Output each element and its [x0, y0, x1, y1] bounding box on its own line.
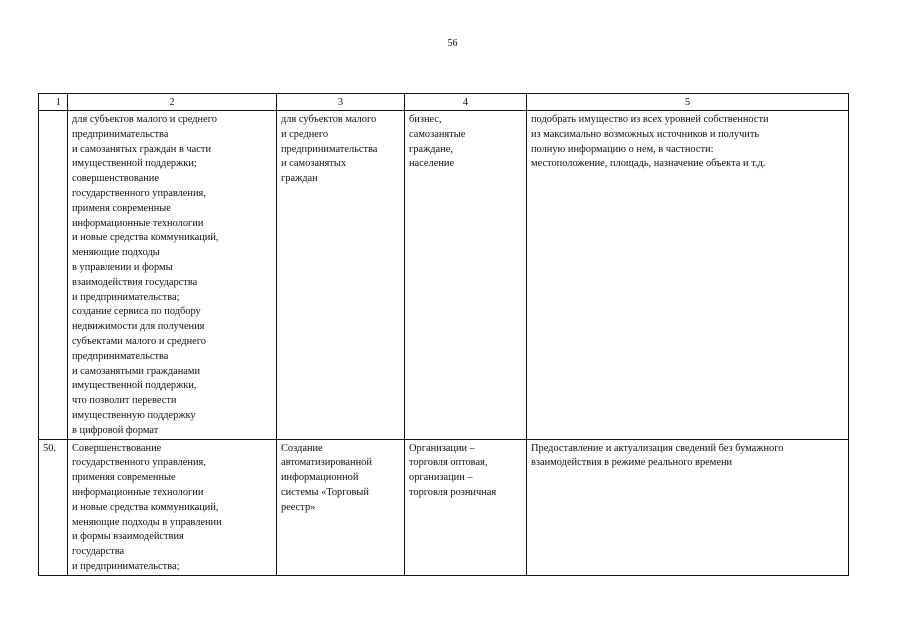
cell-text-line: и предпринимательства; — [72, 560, 180, 572]
cell-text-line: граждан — [281, 173, 318, 185]
cell-text-line: подобрать имущество из всех уровней собственности — [531, 114, 769, 125]
cell-text-line: бизнес, — [409, 114, 442, 125]
target-group-cell — [405, 439, 527, 575]
cell-text-line: и новые средства коммуникаций, — [72, 501, 219, 513]
cell-text-line: Предоставление и актуализация сведений без бумажного — [531, 442, 784, 454]
cell-text-line: Совершенствование — [72, 442, 162, 454]
table-header-row — [39, 94, 849, 111]
column-header-5: 5 — [527, 94, 849, 111]
project-cell — [277, 111, 405, 440]
cell-text-line: государственного управления, — [72, 187, 206, 199]
cell-text-line: автоматизированной — [281, 457, 372, 469]
cell-text-line: местоположение, площадь, назначение объекта и т.д. — [531, 158, 766, 170]
row-number-cell — [39, 111, 68, 440]
target-group-cell — [405, 111, 527, 440]
expected-result-cell — [527, 439, 849, 575]
cell-text-line: предпринимательства — [72, 128, 169, 140]
cell-text-line: для субъектов малого — [281, 114, 377, 125]
project-cell — [277, 439, 405, 575]
cell-text-line: и новые средства коммуникаций, — [72, 232, 219, 244]
page-number: 56 — [447, 38, 458, 49]
column-header-2: 2 — [68, 94, 277, 111]
cell-text-line: предпринимательства — [72, 350, 169, 362]
cell-text-line: и формы взаимодействия — [72, 531, 184, 543]
cell-text-line: для субъектов малого и среднего — [72, 114, 217, 125]
cell-text-line: предпринимательства — [281, 143, 378, 155]
cell-text-line: в управлении и формы — [72, 261, 173, 273]
cell-text-line: и самозанятых — [281, 158, 347, 170]
cell-text-line: в цифровой формат — [72, 424, 159, 436]
column-header-1: 1 — [39, 94, 68, 111]
cell-text-line: взаимодействия государства — [72, 276, 198, 288]
cell-text-line: торговля розничная — [409, 486, 497, 498]
table-row — [39, 439, 849, 575]
cell-text-line: информационной — [281, 472, 359, 484]
row-number-cell: 50. — [39, 439, 68, 575]
cell-text-line: имущественной поддержки; — [72, 158, 197, 170]
cell-text-line: субъектами малого и среднего — [72, 335, 206, 347]
cell-text-line: совершенствование — [72, 173, 159, 185]
cell-text-line: государства — [72, 546, 125, 558]
cell-text-line: торговля оптовая, — [409, 457, 488, 469]
cell-text-line: полную информацию о нем, в частности: — [531, 143, 714, 155]
cell-text-line: недвижимости для получения — [72, 321, 205, 333]
cell-text-line: информационные технологии — [72, 217, 204, 229]
cell-text-line: системы «Торговый — [281, 486, 369, 498]
cell-text-line: меняющие подходы в управлении — [72, 516, 222, 528]
cell-text-line: государственного управления, — [72, 457, 206, 469]
cell-text-line: применя современные — [72, 202, 171, 214]
cell-text-line: что позволит перевести — [72, 395, 177, 407]
cell-text-line: и самозанятыми гражданами — [72, 365, 201, 377]
cell-text-line: граждане, — [409, 143, 453, 155]
measure-description-cell — [68, 111, 277, 440]
cell-text-line: и самозанятых граждан в части — [72, 143, 212, 155]
cell-text-line: Создание — [281, 442, 323, 454]
cell-text-line: и предпринимательства; — [72, 291, 180, 303]
table-row — [39, 111, 849, 440]
cell-text-line: Организации – — [409, 442, 475, 454]
measure-description-cell — [68, 439, 277, 575]
cell-text-line: имущественной поддержки, — [72, 380, 197, 392]
cell-text-line: и среднего — [281, 128, 329, 140]
cell-text-line: самозанятые — [409, 128, 466, 140]
cell-text-line: организации – — [409, 472, 473, 484]
cell-text-line: из максимально возможных источников и получить — [531, 128, 760, 140]
cell-text-line: применяя современные — [72, 472, 176, 484]
cell-text-line: создание сервиса по подбору — [72, 306, 201, 318]
cell-text-line: информационные технологии — [72, 486, 204, 498]
cell-text-line: имущественную поддержку — [72, 409, 196, 421]
cell-text-line: взаимодействия в режиме реального времени — [531, 457, 733, 469]
cell-text-line: реестр» — [281, 501, 316, 513]
cell-text-line: меняющие подходы — [72, 247, 160, 259]
cell-text-line: население — [409, 158, 455, 170]
column-header-3: 3 — [277, 94, 405, 111]
expected-result-cell — [527, 111, 849, 440]
column-header-4: 4 — [405, 94, 527, 111]
measures-table — [38, 93, 849, 576]
